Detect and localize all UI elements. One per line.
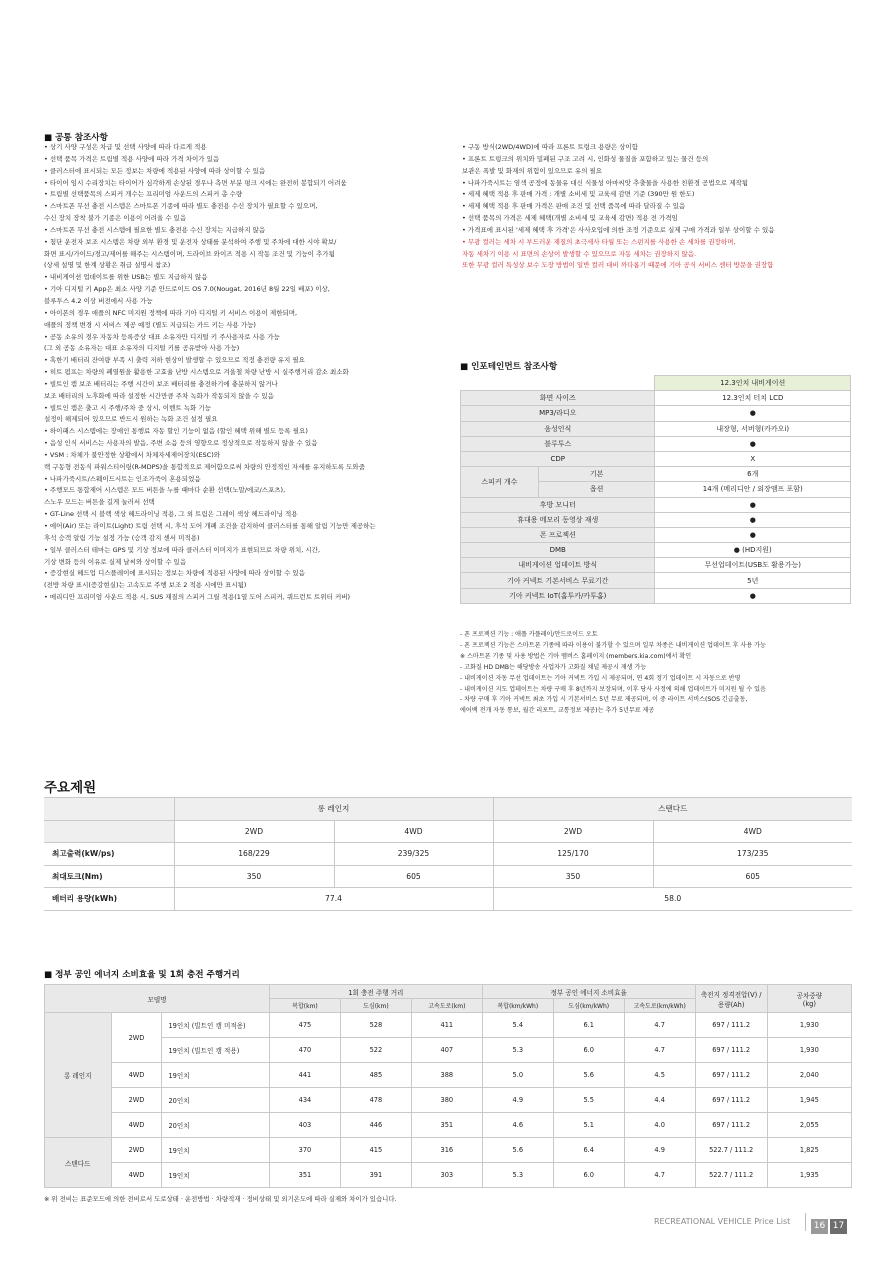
info-label: 폰 프로젝션 [461, 527, 655, 542]
note-item: • 공동 소유의 경우 자동차 등록증상 대표 소유자만 디지털 키 주사용자로 사용 가능 [44, 332, 280, 341]
info-value: 14개 (메리디안 / 외장앰프 포함) [655, 482, 851, 497]
model-header: 모델명 [45, 985, 270, 1013]
blank-cell [44, 820, 174, 843]
info-label: CDP [461, 451, 655, 466]
value-cell: 2,055 [767, 1113, 851, 1138]
speaker-label: 스피커 개수 [461, 467, 539, 497]
value-cell: 351 [411, 1113, 482, 1138]
value-cell: 485 [340, 1063, 411, 1088]
note-item: • 나파가죽시트는 염색 공정에 동물유 대신 식물성 아마씨앗 추출물을 사용한 친환경 공법으로 제작됨 [462, 178, 749, 187]
note-item: • 상기 사양 구성은 차급 및 선택 사양에 따라 다르게 적용 [44, 143, 207, 151]
note-item: • 첨단 운전자 보조 시스템은 차량 외부 환경 및 운전자 상태를 분석하여 주행 및 주차에 대한 시야 확보/ [44, 237, 337, 246]
value-cell: 697 / 111.2 [695, 1038, 767, 1063]
value-cell: 4.0 [624, 1113, 695, 1138]
note-item: • GT-Line 선택 시 블랙 색상 헤드라이닝 적용, 그 외 트림은 그레이 색상 헤드라이닝 적용 [44, 510, 298, 519]
info-row [461, 406, 851, 421]
value-cell: 5.1 [553, 1113, 624, 1138]
model-group: 롱 레인지 [45, 1013, 112, 1138]
note-item: - 내비게이션 자동 무선 업데이트는 기아 커넥트 가입 시 제공되며, 연 4회 정기 업데이트 시 자동으로 반영 [460, 674, 741, 682]
sub-header: 복합(km/kWh) [482, 999, 553, 1013]
note-item: - 폰 프로젝션 기능은 스마트폰 기종에 따라 이용이 불가할 수 있으며 일부 차종은 내비게이션 업데이트 후 사용 가능 [460, 641, 766, 649]
info-row [461, 527, 851, 542]
value-cell: 522 [340, 1038, 411, 1063]
info-value: 5년 [655, 573, 851, 588]
info-row [461, 588, 851, 603]
speaker-sub-label: 옵션 [538, 482, 655, 497]
value-cell: 5.3 [482, 1163, 553, 1188]
footer-title: RECREATIONAL VEHICLE Price List [654, 1217, 791, 1226]
note-item: • 아이폰의 경우 애플의 NFC 미지원 정책에 따라 기아 디지털 키 서비스 이용이 제한되며, [44, 308, 298, 317]
note-item: 에어백 전개 자동 통보, 월간 리포트, 교통정보 제공)는 추가 5년무료 제공 [460, 707, 655, 715]
info-value: ● [655, 527, 851, 542]
info-value: ● (HD지원) [655, 543, 851, 558]
note-item: • 혹한기 배터리 잔여량 부족 시 출력 저하 현상이 발생할 수 있으므로 적정 충전량 유지 필요 [44, 356, 305, 365]
specs-value: 350 [493, 865, 653, 888]
info-value: ● [655, 406, 851, 421]
value-cell: 5.4 [482, 1013, 553, 1038]
note-item: • 트림별 선택품목의 스피커 개수는 프리미엄 사운드의 스피커 총 수량 [44, 190, 243, 199]
specs-title: 주요제원 [44, 780, 97, 796]
table-row [45, 1013, 852, 1038]
note-item: (전방 차량 표시(증강현실)는 고속도로 주행 보조 2 적용 시에만 표시됨) [44, 581, 247, 590]
info-row [461, 543, 851, 558]
info-value: ● [655, 497, 851, 512]
note-item: • 타이어 임시 수리장치는 타이어가 심각하게 손상된 경우나 측면 부분 펑크 시에는 완전히 봉합되기 어려움 [44, 178, 347, 187]
info-row [461, 573, 851, 588]
value-cell: 6.1 [553, 1013, 624, 1038]
info-label: 휴대용 메모리 동영상 재생 [461, 512, 655, 527]
info-row [461, 391, 851, 406]
value-cell: 528 [340, 1013, 411, 1038]
specs-group: 롱 레인지 [174, 798, 493, 821]
info-row [461, 497, 851, 512]
info-row [461, 451, 851, 466]
sub-header: 복합(km) [270, 999, 341, 1013]
value-cell: 407 [411, 1038, 482, 1063]
drive-cell: 2WD [111, 1013, 162, 1063]
page-numbers [811, 1213, 847, 1234]
info-label: 블루투스 [461, 436, 655, 451]
info-value: 무선업데이트(USB도 활용가능) [655, 558, 851, 573]
value-cell: 1,825 [767, 1138, 851, 1163]
table-row [45, 1063, 852, 1088]
infotainment-table [460, 375, 851, 604]
value-cell: 4.9 [624, 1138, 695, 1163]
speaker-sub-label: 기본 [538, 467, 655, 482]
value-cell: 5.3 [482, 1038, 553, 1063]
info-label: 기아 커넥트 기본서비스 무료기간 [461, 573, 655, 588]
note-item: • 가격표에 표시된 '세제 혜택 후 가격'은 사사오입에 의한 조정 기준으로 실제 구매 가격과 일부 상이할 수 있음 [462, 225, 775, 234]
note-item: 애플의 정책 변경 시 서비스 제공 예정 (별도 지급되는 카드 키는 사용 가능) [44, 320, 256, 329]
eff-header: 정부 공인 에너지 소비효율 [482, 985, 695, 999]
note-item: • 일부 클러스터 테마는 GPS 및 기상 정보에 따라 클러스터 이미지가 표현되므로 차량 위치, 시간, [44, 545, 321, 554]
info-row [461, 512, 851, 527]
value-cell: 441 [270, 1063, 341, 1088]
info-label: 내비게이션 업데이트 방식 [461, 558, 655, 573]
value-cell: 5.6 [553, 1063, 624, 1088]
info-value: ● [655, 512, 851, 527]
value-cell: 391 [340, 1163, 411, 1188]
table-row [45, 1038, 852, 1063]
note-item: • VSM : 차체가 불안정한 상황에서 차체자세제어장치(ESC)와 [44, 450, 221, 459]
note-item: 블루투스 4.2 이상 버전에서 사용 가능 [44, 296, 153, 305]
value-cell: 380 [411, 1088, 482, 1113]
info-label: 후방 모니터 [461, 497, 655, 512]
wheel-cell: 19인치 [162, 1138, 270, 1163]
info-value: 내장형, 서버형(카카오i) [655, 421, 851, 436]
specs-group: 스탠다드 [493, 798, 852, 821]
range-header: 1회 충전 주행 거리 [270, 985, 483, 999]
blank-cell [44, 798, 174, 821]
specs-drive: 2WD [174, 820, 334, 843]
note-item: • 스마트폰 무선 충전 시스템에 필요한 별도 충전용 수신 장치는 지급하지 않음 [44, 225, 266, 234]
drive-cell: 2WD [111, 1138, 162, 1163]
value-cell: 4.9 [482, 1088, 553, 1113]
page-number-right: 17 [830, 1219, 847, 1234]
sub-header: 도심(km) [340, 999, 411, 1013]
value-cell: 1,945 [767, 1088, 851, 1113]
value-cell: 697 / 111.2 [695, 1113, 767, 1138]
info-label: 기아 커넥트 IoT(홈투카/카투홈) [461, 588, 655, 603]
value-cell: 1,930 [767, 1038, 851, 1063]
info-header: 12.3인치 내비게이션 [655, 376, 851, 391]
note-item: • 에어(Air) 또는 라이트(Light) 트림 선택 시, 후석 도어 개폐 조건을 감지하여 클러스터를 통해 알림 기능만 제공하는 [44, 522, 376, 530]
value-cell: 6.0 [553, 1038, 624, 1063]
note-item: • 메리디안 프리미엄 사운드 적용 시, SUS 재질의 스피커 그릴 적용(1열 도어 스피커, 쿼드런트 트위터 커버) [44, 593, 351, 602]
value-cell: 403 [270, 1113, 341, 1138]
value-cell: 5.5 [553, 1088, 624, 1113]
value-cell: 388 [411, 1063, 482, 1088]
value-cell: 316 [411, 1138, 482, 1163]
value-cell: 6.4 [553, 1138, 624, 1163]
wheel-cell: 20인치 [162, 1113, 270, 1138]
note-item: • 구동 방식(2WD/4WD)에 따라 프론트 트렁크 용량은 상이함 [462, 143, 638, 151]
value-cell: 4.5 [624, 1063, 695, 1088]
note-item: 수신 장치 장착 불가 기종은 이용이 어려울 수 있음 [44, 214, 187, 223]
table-row [45, 1088, 852, 1113]
note-item: - 고화질 HD DMB는 해당방송 사업자가 고화질 채널 제공시 재생 가능 [460, 663, 647, 671]
value-cell: 1,930 [767, 1013, 851, 1038]
note-item: • 프론트 트렁크의 위치와 밀폐된 구조 고려 시, 인화성 물질을 포함하고 있는 물건 등의 [462, 154, 709, 163]
table-row [45, 1163, 852, 1188]
note-item: - 내비게이션 지도 업데이트는 차량 구매 후 8년까지 보장되며, 이후 당사 사정에 의해 업데이트가 미지원 될 수 있음 [460, 685, 766, 693]
specs-value: 168/229 [174, 843, 334, 866]
infotainment-notes [460, 630, 766, 717]
specs-drive: 4WD [653, 820, 852, 843]
value-cell: 4.7 [624, 1163, 695, 1188]
note-item: • 히트 펌프는 차량의 폐열원을 활용한 고효율 난방 시스템으로 겨울철 차량 난방 시 실주행거리 감소 최소화 [44, 368, 349, 377]
info-value: 6개 [655, 467, 851, 482]
note-item: • 세제 혜택 적용 후 판매 가격 : 개별 소비세 및 교육세 감면 기준 (390만 원 한도) [462, 190, 695, 199]
infotainment-title: ■ 인포테인먼트 참조사항 [460, 362, 558, 372]
value-cell: 478 [340, 1088, 411, 1113]
value-cell: 470 [270, 1038, 341, 1063]
info-label: 화면 사이즈 [461, 391, 655, 406]
specs-value: 173/235 [653, 843, 852, 866]
wheel-cell: 19인치 [162, 1063, 270, 1088]
value-cell: 5.0 [482, 1063, 553, 1088]
efficiency-footnote: ※ 위 전비는 표준모드에 의한 전비로서 도로상태 · 운전방법 · 차량적재 · 정비상태 및 외기온도에 따라 실제와 차이가 있습니다. [44, 1195, 397, 1203]
blank-cell [461, 376, 655, 391]
note-item: • 증강현실 헤드업 디스플레이에 표시되는 정보는 차량에 적용된 사양에 따라 상이할 수 있음 [44, 569, 305, 578]
wheel-cell: 20인치 [162, 1088, 270, 1113]
value-cell: 522.7 / 111.2 [695, 1163, 767, 1188]
note-item: 보관은 폭발 및 화재의 위험이 있으므로 유의 필요 [462, 166, 603, 175]
sub-header: 도심(km/kWh) [553, 999, 624, 1013]
value-cell: 475 [270, 1013, 341, 1038]
value-cell: 697 / 111.2 [695, 1063, 767, 1088]
info-label: MP3/라디오 [461, 406, 655, 421]
common-notes-right [462, 142, 775, 272]
value-cell: 4.4 [624, 1088, 695, 1113]
note-item: • 기아 디지털 키 App은 최소 사양 기준 안드로이드 OS 7.0(Nougat, 2016년 8월 22일 배포) 이상, [44, 285, 330, 294]
note-item: • 클러스터에 표시되는 모든 정보는 차량에 적용된 사양에 따라 상이할 수 있음 [44, 166, 266, 175]
note-item: 화면 표시/가이드/경고/제어를 해주는 시스템이며, 드라이브 와이즈 적용 시 작동 조건 및 기능이 추가됨 [44, 249, 335, 258]
note-item: • 무광 컬러는 세차 시 부드러운 재질의 초극세사 타월 또는 스펀지를 사용한 손 세차를 권장하며, [462, 237, 736, 246]
info-value: ● [655, 436, 851, 451]
specs-drive: 4WD [334, 820, 493, 843]
value-cell: 303 [411, 1163, 482, 1188]
note-item: • 내비게이션 업데이트를 위한 USB는 별도 지급하지 않음 [44, 273, 208, 282]
value-cell: 6.0 [553, 1163, 624, 1188]
wheel-cell: 19인치 (빌트인 캠 미적용) [162, 1013, 270, 1038]
table-row [45, 1138, 852, 1163]
model-group: 스탠다드 [45, 1138, 112, 1188]
note-item: • 스마트폰 무선 충전 시스템은 스마트폰 기종에 따라 별도 충전용 수신 장치가 필요할 수 있으며, [44, 202, 318, 211]
specs-value: 605 [334, 865, 493, 888]
footer-divider [805, 1213, 806, 1231]
info-row [461, 421, 851, 436]
value-cell: 415 [340, 1138, 411, 1163]
info-value: 12.3인치 터치 LCD [655, 391, 851, 406]
value-cell: 2,040 [767, 1063, 851, 1088]
page-number-left: 16 [811, 1219, 828, 1234]
specs-value: 77.4 [174, 888, 493, 911]
value-cell: 370 [270, 1138, 341, 1163]
value-cell: 1,935 [767, 1163, 851, 1188]
sub-header: 고속도로(km) [411, 999, 482, 1013]
note-item: • 하이패스 시스템에는 장애인 통행료 자동 할인 기능이 없음 (할인 혜택 위해 별도 등록 필요) [44, 427, 308, 436]
note-item: • 주행모드 통합제어 시스템은 모드 버튼을 누를 때마다 순환 선택(노말/에코/스포츠), [44, 486, 286, 495]
info-row [461, 436, 851, 451]
info-value: ● [655, 588, 851, 603]
weight-header: 공차중량 (kg) [767, 985, 851, 1013]
value-cell: 4.7 [624, 1013, 695, 1038]
value-cell: 697 / 111.2 [695, 1088, 767, 1113]
value-cell: 522.7 / 111.2 [695, 1138, 767, 1163]
info-label: 음성인식 [461, 421, 655, 436]
value-cell: 446 [340, 1113, 411, 1138]
note-item: 스노우 모드는 버튼을 길게 눌러서 선택 [44, 498, 155, 507]
info-row [461, 467, 851, 482]
specs-value: 58.0 [493, 888, 852, 911]
note-item: • 음성 인식 서비스는 사용자의 발음, 주변 소음 등의 영향으로 정상적으로 작동하지 않을 수 있음 [44, 439, 318, 448]
note-item: • 선택 품목 가격은 트림별 적용 사양에 따라 가격 차이가 있음 [44, 154, 220, 163]
note-item: • 선택 품목의 가격은 세제 혜택(개별 소비세 및 교육세 감면) 적용 전 가격임 [462, 214, 678, 223]
wheel-cell: 19인치 (빌트인 캠 적용) [162, 1038, 270, 1063]
note-item: (그 외 공동 소유자는 대표 소유자의 디지털 키를 공유받아 사용 가능) [44, 344, 240, 353]
specs-label: 최대토크(Nm) [44, 865, 174, 888]
specs-drive: 2WD [493, 820, 653, 843]
note-item: 랙 구동형 전동식 파워스티어링(R-MDPS)을 통합적으로 제어함으로써 차량의 안정적인 자세를 유지하도록 도와줌 [44, 462, 365, 471]
note-item: • 빌트인 캠 보조 배터리는 주행 시간이 보조 배터리를 충전하기에 충분하지 않거나 [44, 379, 278, 388]
note-item: (상세 설명 및 한계 상황은 취급 설명서 참조) [44, 261, 171, 270]
note-item: - 차량 구매 후 기아 커넥트 최초 가입 시 기본서비스 5년 무료 제공되며, 이 중 라이트 서비스(SOS 긴급출동, [460, 696, 748, 704]
common-notes-title: ■ 공통 참조사항 [44, 133, 108, 143]
note-item: 기상 변화 등의 이유로 실제 날씨와 상이할 수 있음 [44, 557, 187, 566]
info-label: DMB [461, 543, 655, 558]
drive-cell: 2WD [111, 1088, 162, 1113]
info-value: X [655, 451, 851, 466]
specs-table [44, 797, 852, 911]
specs-row [44, 865, 852, 888]
note-item: 자동 세차기 이용 시 표면의 손상이 발생할 수 있으므로 자동 세차는 권장하지 않음. [462, 249, 697, 258]
table-row [45, 1113, 852, 1138]
specs-label: 최고출력(kW/ps) [44, 843, 174, 866]
drive-cell: 4WD [111, 1113, 162, 1138]
value-cell: 351 [270, 1163, 341, 1188]
info-row [461, 558, 851, 573]
specs-row [44, 888, 852, 911]
value-cell: 4.6 [482, 1113, 553, 1138]
value-cell: 4.7 [624, 1038, 695, 1063]
value-cell: 434 [270, 1088, 341, 1113]
specs-value: 605 [653, 865, 852, 888]
value-cell: 5.6 [482, 1138, 553, 1163]
value-cell: 411 [411, 1013, 482, 1038]
common-notes-left [44, 142, 376, 604]
note-item: 후석 승객 알림 기능 설정 가능 (승객 감지 센서 미적용) [44, 533, 200, 542]
specs-label: 배터리 용량(kWh) [44, 888, 174, 911]
note-item: ※ 스마트폰 기종 및 사용 방법은 기아 멤버스 홈페이지 (members.kia.com)에서 확인 [460, 652, 692, 660]
specs-row [44, 843, 852, 866]
specs-value: 125/170 [493, 843, 653, 866]
drive-cell: 4WD [111, 1163, 162, 1188]
drive-cell: 4WD [111, 1063, 162, 1088]
note-item: - 폰 프로젝션 기능 : 애플 카플레이/안드로이드 오토 [460, 631, 598, 638]
specs-value: 239/325 [334, 843, 493, 866]
note-item: • 나파가죽시트/스웨이드시트는 인조가죽이 혼용되었음 [44, 474, 201, 483]
value-cell: 697 / 111.2 [695, 1013, 767, 1038]
note-item: • 세제 혜택 적용 후 판매 가격은 판매 조건 및 선택 품목에 따라 달라질 수 있음 [462, 202, 686, 211]
sub-header: 고속도로(km/kWh) [624, 999, 695, 1013]
note-item: 또한 무광 컬러 특성상 보수 도장 방법이 일반 컬러 대비 까다롭기 때문에 기아 공식 서비스 센터 방문을 권장함 [462, 261, 774, 270]
voltage-header: 축전지 정격전압(V) / 용량(Ah) [695, 985, 767, 1013]
note-item: • 빌트인 캠은 출고 시 주행/주차 중 상시, 이벤트 녹화 기능 [44, 403, 211, 412]
efficiency-title: ■ 정부 공인 에너지 소비효율 및 1회 충전 주행거리 [44, 970, 240, 980]
specs-value: 350 [174, 865, 334, 888]
note-item: 설정이 해제되어 있으므로 반드시 원하는 녹화 조건 설정 필요 [44, 415, 218, 424]
efficiency-table [44, 984, 852, 1188]
note-item: 보조 배터리의 노후화에 따라 설정한 시간만큼 주차 녹화가 작동되지 않을 수 있음 [44, 391, 274, 400]
wheel-cell: 19인치 [162, 1163, 270, 1188]
